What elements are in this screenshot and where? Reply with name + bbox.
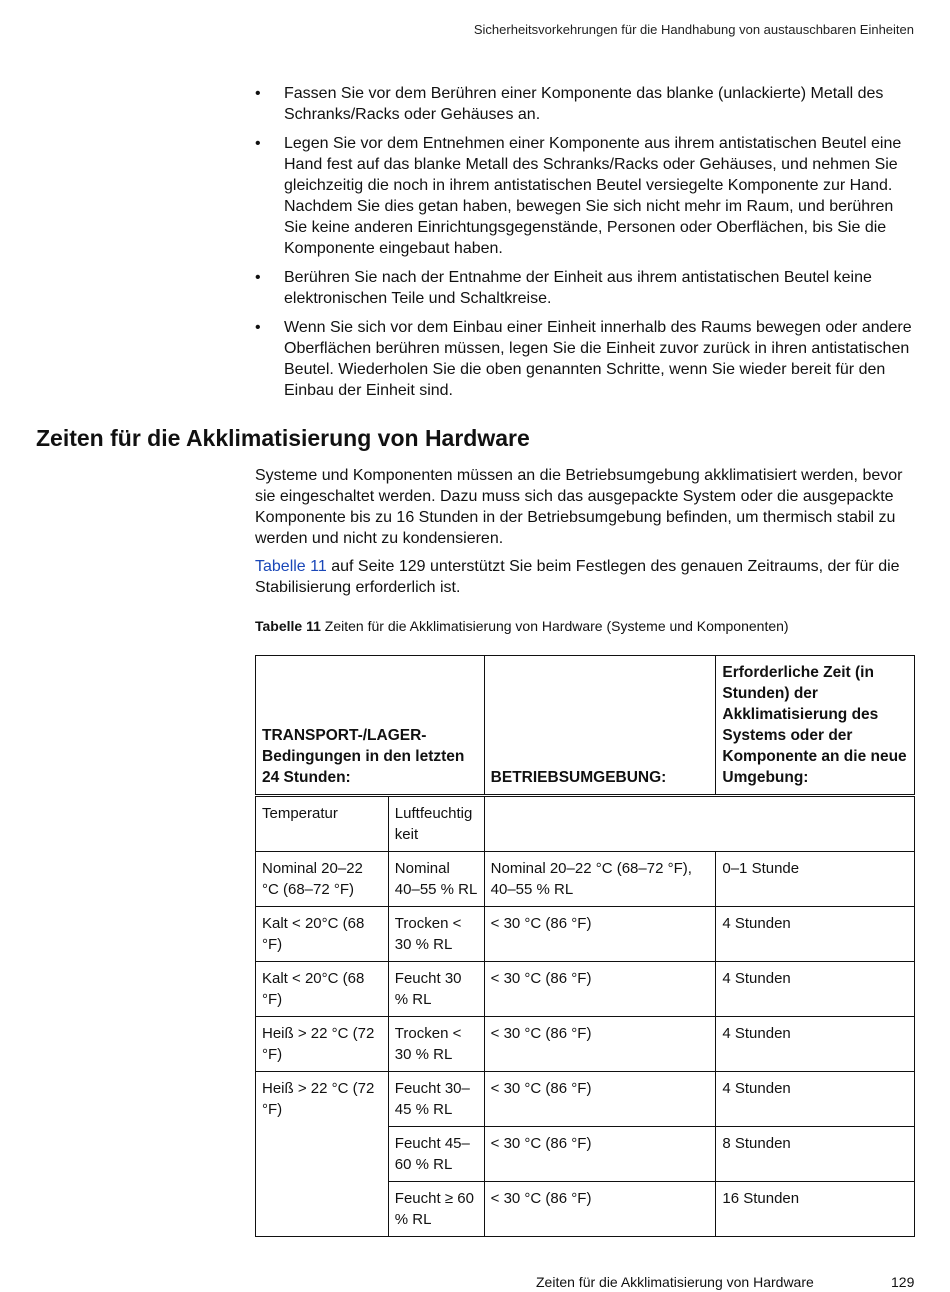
cell-humidity: Feucht 30–45 % RL — [388, 1072, 484, 1127]
bullet-marker: • — [255, 85, 261, 102]
subheader-temperature: Temperatur — [256, 796, 389, 852]
table-reference-paragraph — [255, 556, 915, 598]
cell-humidity: Feucht ≥ 60 % RL — [388, 1182, 484, 1237]
acclimatization-table — [255, 655, 915, 1237]
list-item — [255, 133, 915, 259]
cell-temperature: Heiß > 22 °C (72 °F) — [256, 1072, 389, 1237]
table-11-link[interactable]: Tabelle 11 — [255, 558, 327, 575]
cell-temperature: Nominal 20–22 °C (68–72 °F) — [256, 852, 389, 907]
table-header-row — [256, 656, 915, 796]
reference-text: auf Seite 129 unterstützt Sie beim Festlegen des genauen Zeitraums, der für die Stabilisierung erforderlich ist. — [255, 558, 900, 596]
caption-label: Tabelle 11 — [255, 618, 321, 634]
caption-text: Zeiten für die Akklimatisierung von Hardware (Systeme und Komponenten) — [320, 618, 789, 634]
cell-time: 4 Stunden — [716, 1072, 915, 1127]
cell-environment: < 30 °C (86 °F) — [484, 962, 716, 1017]
bullet-marker: • — [255, 135, 261, 152]
running-header: Sicherheitsvorkehrungen für die Handhabung von austauschbaren Einheiten — [473, 22, 914, 37]
cell-environment: Nominal 20–22 °C (68–72 °F), 40–55 % RL — [484, 852, 716, 907]
header-transport: TRANSPORT-/LAGER-Bedingungen in den letzten 24 Stunden: — [256, 656, 485, 796]
page-number: 129 — [891, 1274, 915, 1290]
bullet-marker: • — [255, 319, 261, 336]
table-row — [256, 852, 915, 907]
cell-environment: < 30 °C (86 °F) — [484, 1182, 716, 1237]
list-item — [255, 267, 915, 309]
table-row — [256, 1072, 915, 1127]
cell-time: 0–1 Stunde — [716, 852, 915, 907]
cell-environment: < 30 °C (86 °F) — [484, 907, 716, 962]
cell-time: 8 Stunden — [716, 1127, 915, 1182]
subheader-humidity: Luftfeuchtigkeit — [388, 796, 484, 852]
cell-time: 16 Stunden — [716, 1182, 915, 1237]
cell-time: 4 Stunden — [716, 962, 915, 1017]
bullet-text: Legen Sie vor dem Entnehmen einer Komponente aus ihrem antistatischen Beutel eine Hand fest auf das blanke Metall des Schranks/Racks oder Gehäuses, und nehmen Sie gleichzeitig die noch in ihrem antistatischen Beutel versiegelte Komponente zur Hand. Nachdem Sie dies getan haben, bewegen Sie sich nicht mehr im Raum, und berühren Sie keine anderen Einrichtungsgegenstände, Personen oder Oberflächen, bis Sie die Komponente eingebaut haben. — [284, 135, 902, 257]
table-row — [256, 962, 915, 1017]
header-environment: BETRIEBSUMGEBUNG: — [484, 656, 716, 796]
bullet-text: Berühren Sie nach der Entnahme der Einheit aus ihrem antistatischen Beutel keine elektronischen Teile und Schaltkreise. — [284, 269, 872, 307]
cell-temperature: Kalt < 20°C (68 °F) — [256, 907, 389, 962]
cell-time: 4 Stunden — [716, 1017, 915, 1072]
bullet-text: Wenn Sie sich vor dem Einbau einer Einheit innerhalb des Raums bewegen oder andere Oberflächen berühren müssen, legen Sie die Einheit zuvor zurück in ihren antistatischen Beutel. Wiederholen Sie die oben genannten Schritte, wenn Sie wieder bereit für den Einbau der Einheit sind. — [284, 319, 912, 399]
table-caption — [255, 618, 789, 634]
cell-humidity: Feucht 45–60 % RL — [388, 1127, 484, 1182]
cell-humidity: Trocken < 30 % RL — [388, 907, 484, 962]
bullet-marker: • — [255, 269, 261, 286]
intro-paragraph: Systeme und Komponenten müssen an die Betriebsumgebung akklimatisiert werden, bevor sie eingeschaltet werden. Dazu muss sich das ausgepackte System oder die ausgepackte Komponente bis zu 16 Stunden in der Betriebsumgebung befinden, um thermisch stabil zu werden und nicht zu kondensieren. — [255, 467, 903, 547]
cell-time: 4 Stunden — [716, 907, 915, 962]
cell-humidity: Feucht 30 % RL — [388, 962, 484, 1017]
footer-title: Zeiten für die Akklimatisierung von Hardware — [536, 1274, 814, 1290]
cell-environment: < 30 °C (86 °F) — [484, 1127, 716, 1182]
list-item — [255, 317, 915, 401]
cell-temperature: Kalt < 20°C (68 °F) — [256, 962, 389, 1017]
bullet-text: Fassen Sie vor dem Berühren einer Komponente das blanke (unlackierte) Metall des Schranks/Racks oder Gehäuses an. — [284, 85, 884, 123]
table-row — [256, 1017, 915, 1072]
cell-humidity: Trocken < 30 % RL — [388, 1017, 484, 1072]
header-time: Erforderliche Zeit (in Stunden) der Akklimatisierung des Systems oder der Komponente an die neue Umgebung: — [716, 656, 915, 796]
list-item — [255, 83, 915, 125]
table-row — [256, 907, 915, 962]
table-subheader-row — [256, 796, 915, 852]
subheader-empty — [484, 796, 914, 852]
section-title: Zeiten für die Akklimatisierung von Hardware — [36, 425, 530, 451]
safety-bullet-list — [255, 83, 915, 409]
cell-temperature: Heiß > 22 °C (72 °F) — [256, 1017, 389, 1072]
cell-environment: < 30 °C (86 °F) — [484, 1017, 716, 1072]
cell-environment: < 30 °C (86 °F) — [484, 1072, 716, 1127]
cell-humidity: Nominal 40–55 % RL — [388, 852, 484, 907]
